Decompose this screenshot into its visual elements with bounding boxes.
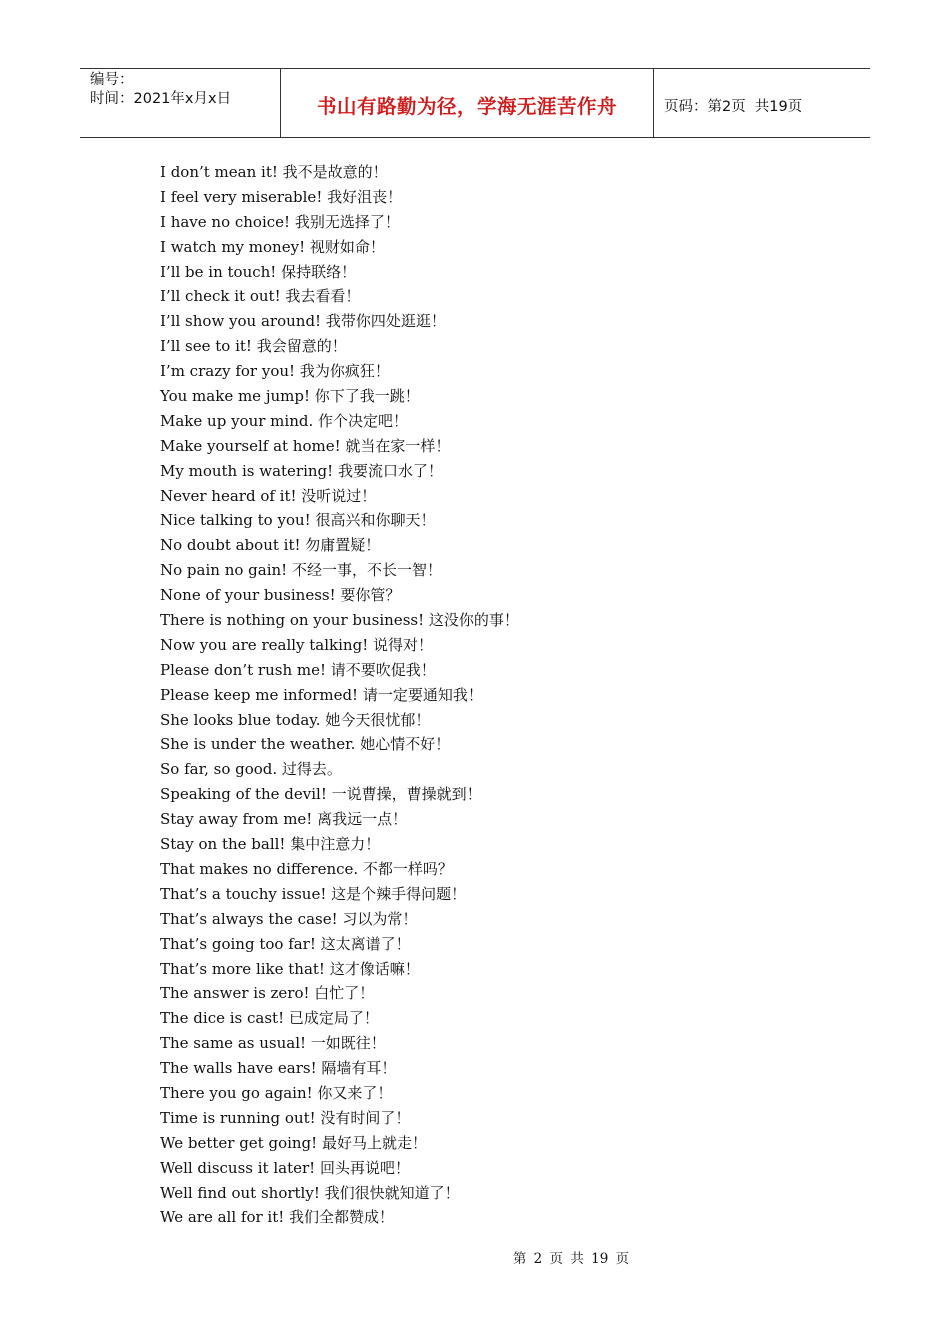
phrase-line: Stay away from me! 离我远一点！	[160, 810, 408, 829]
phrase-line: There is nothing on your business! 这没你的事！	[160, 611, 519, 630]
phrase-line: Never heard of it! 没听说过！	[160, 486, 377, 505]
phrase-line: I’ll show you around! 我带你四处逛逛！	[160, 312, 446, 331]
phrase-line: Well find out shortly! 我们很快就知道了！	[160, 1183, 460, 1202]
phrase-line: Make yourself at home! 就当在家一样！	[160, 436, 451, 455]
phrase-line: Time is running out! 没有时间了！	[160, 1108, 411, 1127]
phrase-line: I’ll check it out! 我去看看！	[160, 287, 361, 306]
header-meta	[80, 69, 281, 137]
phrase-line: We are all for it! 我们全都赞成！	[160, 1208, 395, 1227]
phrase-line: Please don’t rush me! 请不要吹促我！	[160, 660, 436, 679]
phrase-line: So far, so good. 过得去。	[160, 760, 342, 779]
phrase-line: No pain no gain! 不经一事，不长一智！	[160, 561, 442, 580]
phrase-line: Make up your mind. 作个决定吧！	[160, 411, 408, 430]
phrase-line: I feel very miserable! 我好沮丧！	[160, 187, 403, 206]
document-number-label: 编号：	[90, 72, 134, 88]
phrase-line: Speaking of the devil! 一说曹操，曹操就到！	[160, 785, 482, 804]
phrase-line: The answer is zero! 白忙了！	[160, 984, 375, 1003]
phrase-list	[160, 160, 519, 1230]
phrase-line: She is under the weather. 她心情不好！	[160, 735, 451, 754]
phrase-line: Please keep me informed! 请一定要通知我！	[160, 685, 483, 704]
phrase-line: My mouth is watering! 我要流口水了！	[160, 461, 443, 480]
header-motto-cell	[281, 69, 654, 137]
phrase-line: I’ll be in touch! 保持联络！	[160, 262, 357, 281]
phrase-line: That makes no difference. 不都一样吗？	[160, 859, 453, 878]
phrase-line: I watch my money! 视财如命！	[160, 237, 385, 256]
phrase-line: We better get going! 最好马上就走！	[160, 1133, 427, 1152]
phrase-line: The dice is cast! 已成定局了！	[160, 1009, 379, 1028]
header-motto: 书山有路勤为径，学海无涯苦作舟	[316, 95, 617, 118]
phrase-line: That’s more like that! 这才像话嘛！	[160, 959, 420, 978]
phrase-line: Stay on the ball! 集中注意力！	[160, 835, 381, 854]
header-page-total: 共19页	[754, 98, 803, 115]
phrase-line: The same as usual! 一如既往！	[160, 1034, 386, 1053]
phrase-line: I have no choice! 我别无选择了！	[160, 212, 400, 231]
document-time-label: 时间：2021年x月x日	[90, 91, 232, 107]
phrase-line: I’ll see to it! 我会留意的！	[160, 337, 347, 356]
phrase-line: That’s going too far! 这太离谱了！	[160, 934, 411, 953]
header-page-info	[654, 69, 870, 137]
phrase-line: The walls have ears! 隔墙有耳！	[160, 1059, 397, 1078]
phrase-line: She looks blue today. 她今天很忧郁！	[160, 710, 431, 729]
phrase-line: You make me jump! 你下了我一跳！	[160, 387, 420, 406]
page-header	[80, 68, 870, 138]
phrase-line: That’s a touchy issue! 这是个辣手得问题！	[160, 884, 467, 903]
page-footer: 第 2 页 共 19 页	[512, 1251, 630, 1267]
phrase-line: None of your business! 要你管？	[160, 586, 401, 605]
phrase-line: Nice talking to you! 很高兴和你聊天！	[160, 511, 436, 530]
phrase-line: I’m crazy for you! 我为你疯狂！	[160, 362, 390, 381]
phrase-line: Now you are really talking! 说得对！	[160, 635, 433, 654]
header-page-number: 页码：第2页	[664, 98, 746, 115]
phrase-line: No doubt about it! 勿庸置疑！	[160, 536, 381, 555]
phrase-line: That’s always the case! 习以为常！	[160, 909, 418, 928]
phrase-line: Well discuss it later! 回头再说吧！	[160, 1158, 410, 1177]
phrase-line: I don’t mean it! 我不是故意的！	[160, 163, 388, 181]
phrase-line: There you go again! 你又来了！	[160, 1083, 393, 1102]
